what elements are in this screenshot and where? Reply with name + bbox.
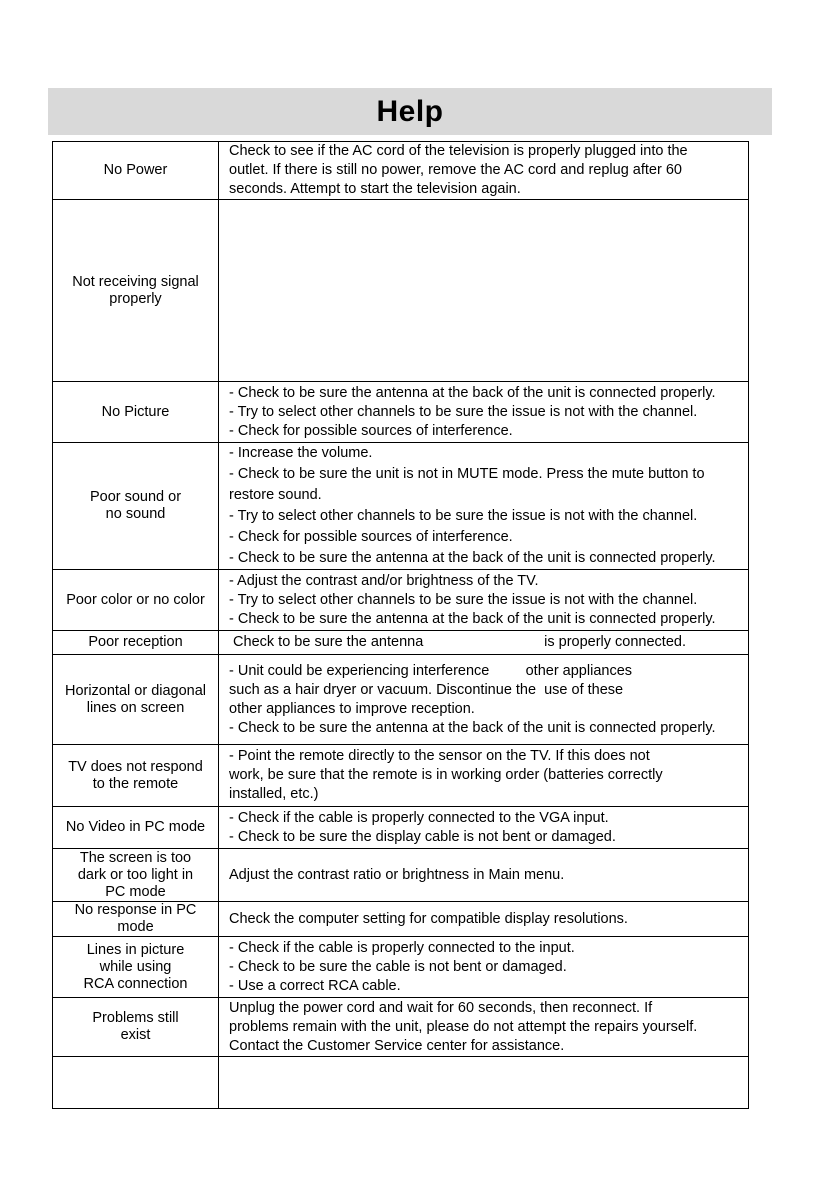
solution-line: - Check to be sure the unit is not in MUTE mode. Press the mute button to [229,466,705,482]
solution-line: - Check for possible sources of interference. [229,529,513,545]
solution-line: outlet. If there is still no power, remove the AC cord and replug after 60 [229,162,682,178]
problem-cell [53,631,219,655]
problem-text: RCA connection [83,975,188,992]
solution-line: - Use a correct RCA cable. [229,977,401,994]
table-row [53,1057,749,1109]
solution-line: seconds. Attempt to start the television again. [229,181,521,197]
problem-text: No Video in PC mode [65,819,206,835]
table-row [53,849,749,902]
solution-cell [219,200,749,382]
solution-cell [219,807,749,849]
problem-text: Not receiving signal [72,273,199,290]
problem-text: No Power [103,162,168,178]
table-row [53,382,749,443]
problem-cell [53,570,219,631]
solution-line: - Check to be sure the display cable is not bent or damaged. [229,828,616,845]
problem-text: No response in PC [74,902,197,918]
problem-text: lines on screen [86,699,185,716]
solution-line: Check to be sure the antenna is properly connected. [229,634,686,650]
table-row [53,570,749,631]
problem-text: Problems still [92,1010,179,1026]
problem-text: Lines in picture [86,941,185,958]
solution-line: problems remain with the unit, please do not attempt the repairs yourself. [229,1018,698,1035]
problem-text: properly [109,290,162,307]
solution-line: Check to see if the AC cord of the television is properly plugged into the [229,143,688,159]
solution-line: - Check to be sure the antenna at the back of the unit is connected properly. [229,550,716,566]
problem-cell [53,142,219,200]
problem-text: exist [120,1027,151,1043]
solution-line: - Try to select other channels to be sure the issue is not with the channel. [229,403,698,420]
table-row [53,902,749,937]
problem-cell [53,443,219,570]
problem-cell [53,655,219,745]
solution-cell [219,998,749,1057]
solution-line: - Check if the cable is properly connected to the VGA input. [229,809,609,826]
solution-cell [219,937,749,998]
solution-line: - Increase the volume. [229,445,373,461]
problem-text: Poor sound or [89,489,182,505]
problem-text: dark or too light in [77,866,194,883]
solution-cell [219,849,749,902]
page-title: Help [376,94,444,128]
solution-line: - Try to select other channels to be sure the issue is not with the channel. [229,591,698,608]
solution-cell [219,443,749,570]
problem-text: No Picture [101,403,170,420]
problem-cell [53,902,219,937]
table-row [53,998,749,1057]
solution-line: - Point the remote directly to the sensor on the TV. If this does not [229,748,650,764]
problem-text: Poor reception [88,634,183,650]
table-row [53,142,749,200]
table-row [53,443,749,570]
solution-line: Check the computer setting for compatible display resolutions. [229,910,628,927]
solution-cell [219,655,749,745]
table-row [53,807,749,849]
solution-cell [219,142,749,200]
problem-cell [53,998,219,1057]
problem-cell [53,200,219,382]
solution-line: other appliances to improve reception. [229,700,475,717]
solution-line: - Check to be sure the antenna at the back of the unit is connected properly. [229,610,716,627]
solution-line: restore sound. [229,487,322,503]
table-row [53,655,749,745]
solution-cell [219,382,749,443]
problem-cell [53,382,219,443]
problem-text: TV does not respond [68,758,203,775]
table-row [53,745,749,807]
solution-line: Unplug the power cord and wait for 60 seconds, then reconnect. If [229,999,653,1016]
solution-line: Contact the Customer Service center for assistance. [229,1037,565,1054]
solution-line: - Try to select other channels to be sure the issue is not with the channel. [229,508,698,524]
troubleshooting-table-body [53,142,749,1109]
solution-cell [219,570,749,631]
problem-cell [53,745,219,807]
problem-text: The screen is too [79,849,192,866]
solution-line: - Check if the cable is properly connected to the input. [229,939,575,956]
problem-text: mode [117,919,154,935]
solution-line: - Unit could be experiencing interference other appliances [229,662,633,679]
solution-cell [219,745,749,807]
problem-cell [53,937,219,998]
solution-line: - Check to be sure the antenna at the back of the unit is connected properly. [229,719,716,736]
solution-cell [219,631,749,655]
solution-line: Adjust the contrast ratio or brightness in Main menu. [229,866,565,883]
solution-line: - Adjust the contrast and/or brightness of the TV. [229,572,539,589]
table-row [53,937,749,998]
problem-text: Horizontal or diagonal [64,682,207,699]
solution-line: - Check to be sure the antenna at the back of the unit is connected properly. [229,384,716,401]
troubleshooting-table [52,141,749,1109]
solution-line: installed, etc.) [229,786,319,802]
solution-line: such as a hair dryer or vacuum. Discontinue the use of these [229,681,624,698]
solution-cell [219,902,749,937]
problem-cell [53,849,219,902]
problem-text: while using [99,958,172,975]
problem-text: to the remote [92,775,179,792]
problem-cell [53,1057,219,1109]
table-row [53,631,749,655]
problem-text: Poor color or no color [66,591,205,608]
problem-text: no sound [105,506,166,522]
solution-line: work, be sure that the remote is in working order (batteries correctly [229,767,663,783]
help-banner [48,88,772,135]
table-row [53,200,749,382]
problem-cell [53,807,219,849]
solution-cell [219,1057,749,1109]
problem-text: PC mode [105,883,166,900]
solution-line: - Check to be sure the cable is not bent or damaged. [229,958,567,975]
solution-line: - Check for possible sources of interference. [229,422,513,439]
